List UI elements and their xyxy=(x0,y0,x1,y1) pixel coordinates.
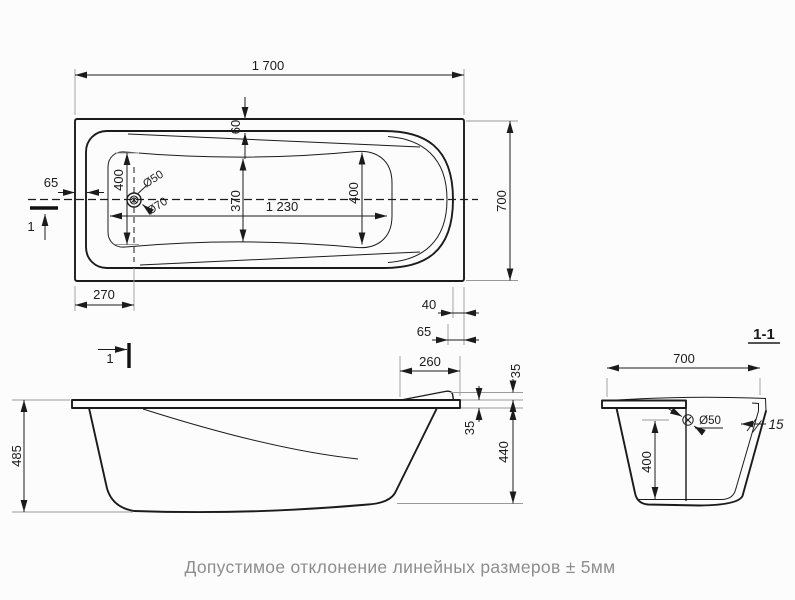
dim-basin-length-label: 1 230 xyxy=(265,199,299,214)
dim-headrest-label: 260 xyxy=(419,354,441,369)
dim-edge65-label: 65 xyxy=(43,175,59,190)
slope-line-bottom xyxy=(140,252,420,265)
section-title: 1-1 xyxy=(753,326,775,343)
side-view xyxy=(9,343,523,512)
interior-slope-line xyxy=(143,409,358,459)
slope-line-top xyxy=(128,134,420,147)
dim-rim40-label: 40 xyxy=(421,297,437,312)
section-mark-label-left: 1 xyxy=(27,219,35,234)
dim-height-ext xyxy=(12,400,133,512)
section-view xyxy=(602,326,784,506)
section-wall-label: 15 xyxy=(768,417,784,432)
section-mark-label-mid: 1 xyxy=(106,351,114,366)
rim-bar xyxy=(72,400,460,408)
dim-basin-mid-label: 370 xyxy=(228,190,243,212)
dim-basin-right-label: 400 xyxy=(346,182,361,204)
dim-rim65-label: 65 xyxy=(416,324,432,339)
headrest-wedge xyxy=(401,391,454,400)
dim-rim60-label: 60 xyxy=(228,119,243,135)
tub-body-outline xyxy=(89,408,437,512)
dim-rim-t-label: 35 xyxy=(462,420,477,436)
tolerance-caption: Допустимое отклонение линейных размеров ± 5мм xyxy=(184,557,616,577)
dim-drain-offset-label: 270 xyxy=(93,287,115,302)
top-view xyxy=(27,58,518,345)
section-drain-label: Ø50 xyxy=(699,415,721,427)
dim-basin-left-label: 400 xyxy=(111,169,126,191)
section-depth-label: 400 xyxy=(639,451,654,473)
dim-height-label: 485 xyxy=(9,445,24,467)
overflow-dia-label: Ø70 xyxy=(145,195,170,218)
dim-rim40-ext xyxy=(453,287,464,345)
section-width-label: 700 xyxy=(673,351,695,366)
dim-width-label: 700 xyxy=(494,190,509,212)
section-drain-arrow-a xyxy=(668,409,682,417)
dim-body-depth-label: 440 xyxy=(496,441,511,463)
dim-length-ext xyxy=(75,69,464,115)
section-rim-hook xyxy=(752,398,766,411)
dim-length-label: 1 700 xyxy=(251,58,285,73)
section-width-ext xyxy=(607,378,760,397)
drain-dia-label: Ø50 xyxy=(141,168,166,191)
dim-headrest-h-label: 35 xyxy=(508,363,523,379)
section-flange xyxy=(602,401,686,409)
